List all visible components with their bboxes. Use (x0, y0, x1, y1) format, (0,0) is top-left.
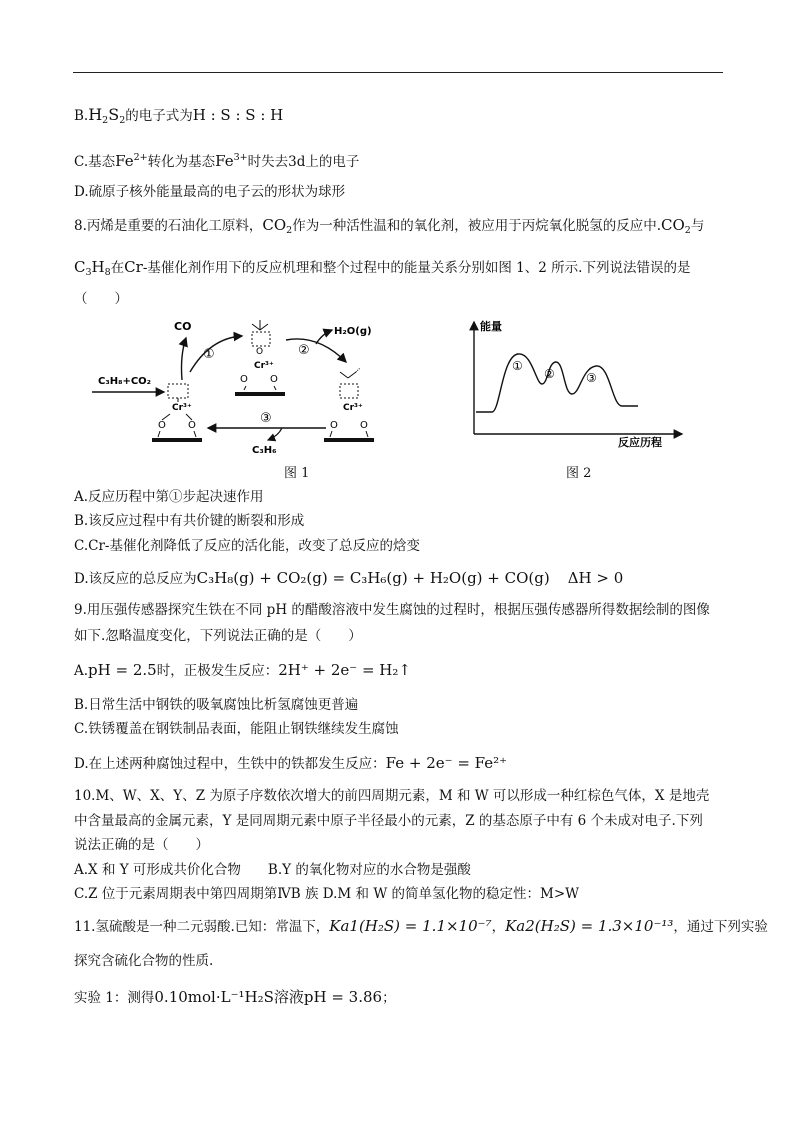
svg-text:O: O (158, 420, 166, 431)
fig1-step3-label: ③ (260, 411, 272, 426)
q8-stem-line2: $C_3H_8$在Cr-基催化剂作用下的反应机理和整个过程中的能量关系分别如图 1、2 所示.下列说法错误的是 (74, 258, 691, 278)
figure-1-caption: 图 1 (284, 466, 310, 481)
q10-options-ab: A.X 和 Y 可形成共价化合物 B.Y 的氧化物对应的水合物是强酸 (74, 862, 471, 878)
figure-2-caption: 图 2 (566, 466, 592, 481)
svg-text:O: O (270, 374, 278, 385)
q7-option-b: $B.H_2S_2$的电子式为H : S : S : H (74, 105, 284, 126)
q8-option-c: C.Cr-基催化剂降低了反应的活化能，改变了总反应的焓变 (74, 538, 420, 554)
fig1-c3h6-label: C₃H₆ (252, 445, 277, 456)
fig1-c3h6-arrow (268, 428, 282, 440)
svg-text:Cr³⁺: Cr³⁺ (254, 361, 274, 371)
q8-option-b: B.该反应过程中有共价键的断裂和形成 (74, 513, 305, 529)
fig1-support-right (324, 438, 374, 442)
q11-experiment-1: 实验 1：测得0.10mol·L⁻¹H₂S溶液pH = 3.86； (74, 988, 396, 1006)
q9-stem-line1: 9.用压强传感器探究生铁在不同 pH 的醋酸溶液中发生腐蚀的过程时，根据压强传感器所得数据绘制的图像 (74, 602, 710, 618)
svg-text:Cr³⁺: Cr³⁺ (172, 403, 192, 413)
q7-option-d: D.硫原子核外能量最高的电子云的形状为球形 (74, 184, 346, 200)
q9-option-d: D.在上述两种腐蚀过程中，生铁中的铁都发生反应：Fe + 2e⁻ = Fe²⁺ (74, 754, 508, 772)
fig1-co-arrow (182, 338, 187, 380)
fig1-h2o-label: H₂O(g) (334, 326, 372, 337)
svg-text:Cr³⁺: Cr³⁺ (343, 403, 363, 413)
q9-option-a: A.pH = 2.5时，正极发生反应：2H⁺ + 2e⁻ = H₂↑ (74, 661, 411, 679)
fig2-peak2-label: ② (544, 367, 555, 381)
svg-text:O: O (188, 420, 196, 431)
q9-stem-line2: 如下.忽略温度变化，下列说法正确的是（ ） (74, 628, 362, 644)
fig1-support-left (152, 438, 202, 442)
q8-option-d: D.该反应的总反应为C₃H₈(g) + CO₂(g) = C₃H₆(g) + H₂O(g) + CO(g) ΔH > 0 (74, 569, 624, 587)
fig1-step2-arrow (286, 339, 346, 362)
q10-stem-line2: 中含量最高的金属元素，Y 是同周期元素中原子半径最小的元素，Z 的基态原子中有 6 个未成对电子.下列 (74, 813, 703, 829)
fig2-peak3-label: ③ (586, 371, 597, 385)
fig2-peak1-label: ① (512, 359, 523, 373)
svg-text:O: O (360, 420, 368, 431)
svg-text:O: O (330, 420, 338, 431)
q11-stem-line2: 探究含硫化合物的性质. (74, 953, 214, 969)
fig2-y-label: 能量 (480, 320, 502, 333)
fig1-step1-arrow (190, 336, 242, 372)
q9-option-b: B.日常生活中钢铁的吸氧腐蚀比析氢腐蚀更普遍 (74, 697, 359, 713)
q7-option-c: C.基态$Fe^{2+}$转化为基态$Fe^{3+}$时失去3d上的电子 (74, 152, 360, 170)
fig1-step1-label: ① (203, 347, 215, 362)
svg-text:O: O (256, 347, 264, 357)
fig2-energy-curve (476, 354, 638, 412)
figure-1-mechanism (90, 310, 400, 460)
q8-option-a: A.反应历程中第①步起决速作用 (74, 489, 264, 505)
q8-answer-paren: （ ） (74, 291, 128, 307)
fig1-co-label: CO (174, 320, 192, 333)
q8-stem-line1: 8.丙烯是重要的石油化工原料，$CO_2$作为一种活性温和的氧化剂，被应用于丙烷氧化脱氢的反应中$.CO_2$与 (74, 216, 705, 236)
fig1-reactants-label: C₃H₈+CO₂ (98, 376, 152, 387)
q10-options-cd: C.Z 位于元素周期表中第四周期第ⅣB 族 D.M 和 W 的简单氢化物的稳定性：M>W (74, 886, 580, 902)
fig1-h2o-arrow (316, 330, 332, 344)
figure-2-energy-diagram (462, 318, 692, 448)
svg-text:O: O (240, 374, 248, 385)
fig1-support-top (235, 392, 285, 396)
q10-stem-line3: 说法正确的是（ ） (74, 837, 209, 853)
q10-stem-line1: 10.M、W、X、Y、Z 为原子序数依次增大的前四周期元素，M 和 W 可以形成一种红棕色气体，X 是地壳 (74, 788, 710, 804)
q11-stem-line1: 11.氢硫酸是一种二元弱酸.已知：常温下，Ka1(H₂S) = 1.1×10⁻⁷，Ka2(H₂S) = 1.3×10⁻¹³，通过下列实验 (74, 917, 768, 935)
fig2-x-label: 反应历程 (618, 436, 662, 448)
header-rule (73, 72, 723, 73)
fig1-step2-label: ② (298, 343, 310, 358)
q9-option-c: C.铁锈覆盖在钢铁制品表面，能阻止钢铁继续发生腐蚀 (74, 721, 399, 737)
